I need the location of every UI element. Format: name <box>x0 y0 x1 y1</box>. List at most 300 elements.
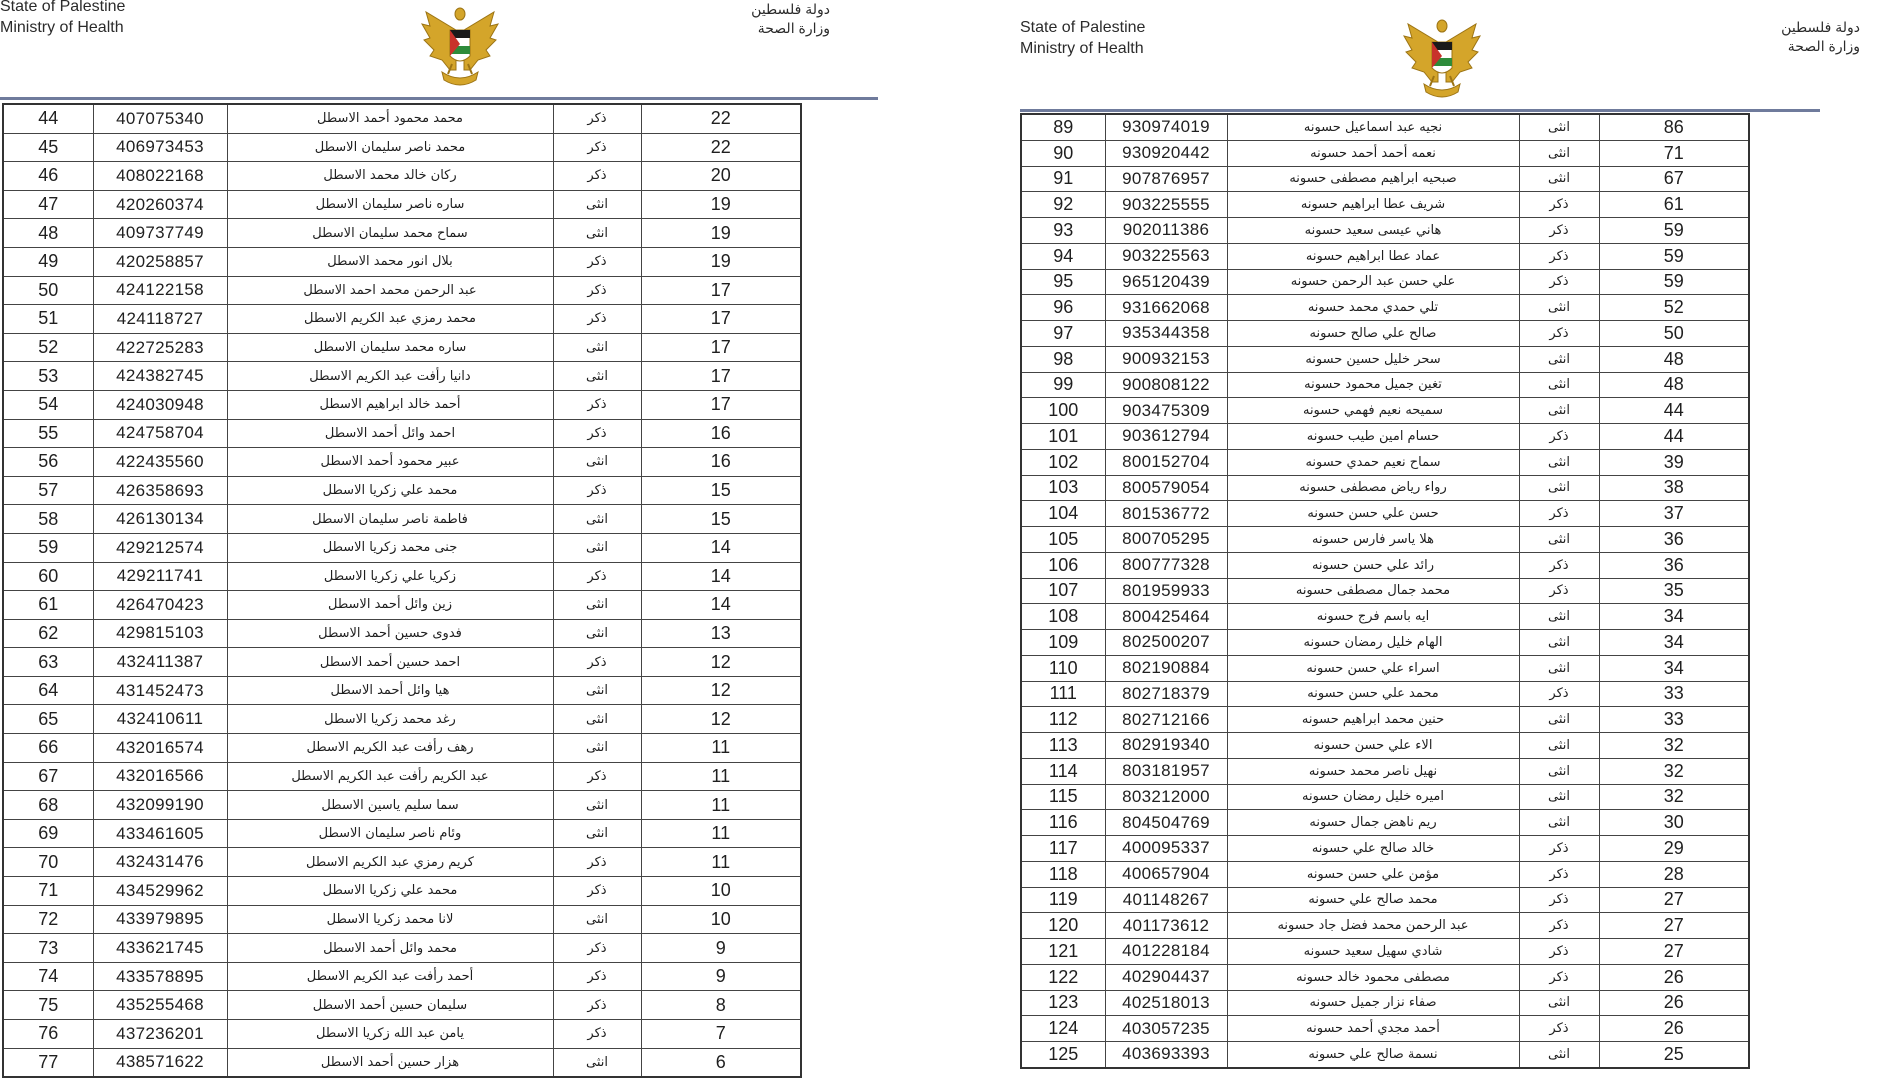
letterhead-arabic <box>1762 18 1860 56</box>
table-row <box>3 877 801 906</box>
full-name-cell: حسن علي حسن حسونه <box>1227 501 1519 527</box>
id-number-cell: 401148267 <box>1105 887 1227 913</box>
age-cell: 26 <box>1599 964 1749 990</box>
id-number-cell: 429815103 <box>93 619 227 648</box>
full-name-cell: محمد صالح علي حسونه <box>1227 887 1519 913</box>
gender-cell: انثى <box>1519 630 1599 656</box>
full-name-cell: عبد الكريم رأفت عبد الكريم الاسطل <box>227 762 553 791</box>
age-cell: 11 <box>641 791 801 820</box>
gender-cell: انثى <box>553 705 641 734</box>
gender-cell: ذكر <box>553 991 641 1020</box>
row-number-cell: 75 <box>3 991 93 1020</box>
id-number-cell: 432016574 <box>93 734 227 763</box>
table-row <box>3 676 801 705</box>
id-number-cell: 902011386 <box>1105 218 1227 244</box>
row-number-cell: 73 <box>3 934 93 963</box>
row-number-cell: 101 <box>1021 424 1105 450</box>
row-number-cell: 99 <box>1021 372 1105 398</box>
full-name-cell: الاء علي حسن حسونه <box>1227 733 1519 759</box>
table-row <box>1021 784 1749 810</box>
age-cell: 17 <box>641 362 801 391</box>
full-name-cell: رائد علي حسن حسونه <box>1227 552 1519 578</box>
age-cell: 35 <box>1599 578 1749 604</box>
id-number-cell: 403057235 <box>1105 1016 1227 1042</box>
id-number-cell: 424758704 <box>93 419 227 448</box>
age-cell: 44 <box>1599 424 1749 450</box>
age-cell: 86 <box>1599 114 1749 140</box>
full-name-cell: مؤمن علي حسن حسونه <box>1227 861 1519 887</box>
table-row <box>3 305 801 334</box>
age-cell: 20 <box>641 162 801 191</box>
table-row <box>3 1048 801 1077</box>
table-row <box>3 791 801 820</box>
age-cell: 59 <box>1599 243 1749 269</box>
row-number-cell: 77 <box>3 1048 93 1077</box>
row-number-cell: 105 <box>1021 527 1105 553</box>
id-number-cell: 800152704 <box>1105 449 1227 475</box>
table-row <box>1021 527 1749 553</box>
table-row <box>1021 372 1749 398</box>
id-number-cell: 801536772 <box>1105 501 1227 527</box>
age-cell: 59 <box>1599 269 1749 295</box>
age-cell: 48 <box>1599 346 1749 372</box>
gender-cell: ذكر <box>553 305 641 334</box>
full-name-cell: هزار حسين أحمد الاسطل <box>227 1048 553 1077</box>
row-number-cell: 70 <box>3 848 93 877</box>
full-name-cell: الهام خليل رمضان حسونه <box>1227 630 1519 656</box>
table-row <box>1021 758 1749 784</box>
id-number-cell: 422725283 <box>93 333 227 362</box>
age-cell: 34 <box>1599 630 1749 656</box>
age-cell: 32 <box>1599 784 1749 810</box>
full-name-cell: حسام امين طيب حسونه <box>1227 424 1519 450</box>
state-name-en: State of Palestine <box>1020 19 1146 36</box>
gender-cell: ذكر <box>553 877 641 906</box>
table-row <box>1021 887 1749 913</box>
gender-cell: ذكر <box>1519 501 1599 527</box>
age-cell: 10 <box>641 877 801 906</box>
row-number-cell: 96 <box>1021 295 1105 321</box>
left-document-page <box>0 0 880 1072</box>
full-name-cell: محمد محمود أحمد الاسطل <box>227 104 553 133</box>
table-row <box>3 1020 801 1049</box>
row-number-cell: 74 <box>3 962 93 991</box>
table-row <box>3 219 801 248</box>
age-cell: 11 <box>641 734 801 763</box>
age-cell: 17 <box>641 305 801 334</box>
gender-cell: ذكر <box>553 476 641 505</box>
table-row <box>1021 192 1749 218</box>
row-number-cell: 104 <box>1021 501 1105 527</box>
table-row <box>3 190 801 219</box>
row-number-cell: 117 <box>1021 836 1105 862</box>
gender-cell: انثى <box>1519 990 1599 1016</box>
row-number-cell: 57 <box>3 476 93 505</box>
age-cell: 19 <box>641 190 801 219</box>
table-row <box>3 962 801 991</box>
id-number-cell: 804504769 <box>1105 810 1227 836</box>
row-number-cell: 54 <box>3 390 93 419</box>
id-number-cell: 903612794 <box>1105 424 1227 450</box>
id-number-cell: 930920442 <box>1105 140 1227 166</box>
gender-cell: انثى <box>553 333 641 362</box>
gender-cell: انثى <box>553 619 641 648</box>
id-number-cell: 424382745 <box>93 362 227 391</box>
row-number-cell: 76 <box>3 1020 93 1049</box>
id-number-cell: 407075340 <box>93 104 227 133</box>
full-name-cell: ساره محمد سليمان الاسطل <box>227 333 553 362</box>
gender-cell: انثى <box>1519 810 1599 836</box>
id-number-cell: 803212000 <box>1105 784 1227 810</box>
gender-cell: انثى <box>553 1048 641 1077</box>
table-row <box>3 734 801 763</box>
full-name-cell: رغد محمد زكريا الاسطل <box>227 705 553 734</box>
row-number-cell: 69 <box>3 819 93 848</box>
row-number-cell: 108 <box>1021 604 1105 630</box>
gender-cell: ذكر <box>553 390 641 419</box>
table-row <box>3 133 801 162</box>
gender-cell: انثى <box>1519 295 1599 321</box>
row-number-cell: 106 <box>1021 552 1105 578</box>
age-cell: 29 <box>1599 836 1749 862</box>
id-number-cell: 800579054 <box>1105 475 1227 501</box>
gender-cell: انثى <box>1519 166 1599 192</box>
id-number-cell: 422435560 <box>93 448 227 477</box>
age-cell: 15 <box>641 505 801 534</box>
id-number-cell: 424030948 <box>93 390 227 419</box>
row-number-cell: 118 <box>1021 861 1105 887</box>
table-row <box>3 848 801 877</box>
row-number-cell: 51 <box>3 305 93 334</box>
id-number-cell: 402904437 <box>1105 964 1227 990</box>
id-number-cell: 802712166 <box>1105 707 1227 733</box>
table-row <box>3 819 801 848</box>
ministry-name-ar: وزارة الصحة <box>757 20 830 36</box>
table-row <box>1021 733 1749 759</box>
gender-cell: انثى <box>1519 140 1599 166</box>
age-cell: 15 <box>641 476 801 505</box>
right-roster-table <box>1020 113 1750 1069</box>
gender-cell: ذكر <box>1519 578 1599 604</box>
table-row <box>1021 166 1749 192</box>
age-cell: 14 <box>641 591 801 620</box>
gender-cell: ذكر <box>1519 192 1599 218</box>
row-number-cell: 113 <box>1021 733 1105 759</box>
id-number-cell: 432099190 <box>93 791 227 820</box>
table-row <box>1021 630 1749 656</box>
gender-cell: انثى <box>1519 1042 1599 1068</box>
row-number-cell: 55 <box>3 419 93 448</box>
table-row <box>1021 475 1749 501</box>
row-number-cell: 52 <box>3 333 93 362</box>
id-number-cell: 435255468 <box>93 991 227 1020</box>
full-name-cell: شادي سهيل سعيد حسونه <box>1227 939 1519 965</box>
gender-cell: انثى <box>553 219 641 248</box>
table-row <box>3 419 801 448</box>
gender-cell: انثى <box>1519 527 1599 553</box>
id-number-cell: 931662068 <box>1105 295 1227 321</box>
table-row <box>1021 810 1749 836</box>
age-cell: 22 <box>641 104 801 133</box>
row-number-cell: 100 <box>1021 398 1105 424</box>
row-number-cell: 95 <box>1021 269 1105 295</box>
full-name-cell: عبد الرحمن محمد احمد الاسطل <box>227 276 553 305</box>
gender-cell: انثى <box>1519 372 1599 398</box>
full-name-cell: محمد علي زكريا الاسطل <box>227 476 553 505</box>
gender-cell: انثى <box>1519 346 1599 372</box>
table-row <box>1021 140 1749 166</box>
table-row <box>1021 913 1749 939</box>
full-name-cell: هاني عيسى سعيد حسونه <box>1227 218 1519 244</box>
gender-cell: ذكر <box>1519 321 1599 347</box>
id-number-cell: 420258857 <box>93 247 227 276</box>
gender-cell: ذكر <box>1519 681 1599 707</box>
gender-cell: ذكر <box>1519 424 1599 450</box>
table-row <box>3 619 801 648</box>
full-name-cell: دانيا رأفت عبد الكريم الاسطل <box>227 362 553 391</box>
age-cell: 32 <box>1599 733 1749 759</box>
table-row <box>3 648 801 677</box>
row-number-cell: 64 <box>3 676 93 705</box>
gender-cell: ذكر <box>553 1020 641 1049</box>
gender-cell: ذكر <box>553 162 641 191</box>
gender-cell: انثى <box>553 819 641 848</box>
age-cell: 11 <box>641 848 801 877</box>
table-row <box>1021 398 1749 424</box>
table-row <box>3 762 801 791</box>
id-number-cell: 801959933 <box>1105 578 1227 604</box>
full-name-cell: يامن عبد الله زكريا الاسطل <box>227 1020 553 1049</box>
full-name-cell: نجيه عبد اسماعيل حسونه <box>1227 114 1519 140</box>
row-number-cell: 93 <box>1021 218 1105 244</box>
age-cell: 27 <box>1599 887 1749 913</box>
table-row <box>1021 681 1749 707</box>
id-number-cell: 424118727 <box>93 305 227 334</box>
id-number-cell: 802919340 <box>1105 733 1227 759</box>
row-number-cell: 91 <box>1021 166 1105 192</box>
gender-cell: ذكر <box>1519 887 1599 913</box>
table-row <box>1021 449 1749 475</box>
palestine-eagle-emblem-icon <box>1402 12 1482 104</box>
row-number-cell: 123 <box>1021 990 1105 1016</box>
id-number-cell: 900808122 <box>1105 372 1227 398</box>
gender-cell: انثى <box>553 505 641 534</box>
row-number-cell: 124 <box>1021 1016 1105 1042</box>
gender-cell: انثى <box>553 676 641 705</box>
id-number-cell: 432411387 <box>93 648 227 677</box>
row-number-cell: 90 <box>1021 140 1105 166</box>
age-cell: 37 <box>1599 501 1749 527</box>
gender-cell: انثى <box>1519 398 1599 424</box>
table-row <box>3 562 801 591</box>
table-row <box>1021 114 1749 140</box>
row-number-cell: 60 <box>3 562 93 591</box>
full-name-cell: عبير محمود أحمد الاسطل <box>227 448 553 477</box>
age-cell: 10 <box>641 905 801 934</box>
id-number-cell: 800425464 <box>1105 604 1227 630</box>
table-row <box>3 390 801 419</box>
row-number-cell: 67 <box>3 762 93 791</box>
table-row <box>3 591 801 620</box>
age-cell: 26 <box>1599 990 1749 1016</box>
gender-cell: انثى <box>553 905 641 934</box>
full-name-cell: عماد عطا ابراهيم حسونه <box>1227 243 1519 269</box>
row-number-cell: 56 <box>3 448 93 477</box>
table-row <box>1021 939 1749 965</box>
id-number-cell: 432016566 <box>93 762 227 791</box>
full-name-cell: جنى محمد زكريا الاسطل <box>227 533 553 562</box>
age-cell: 22 <box>641 133 801 162</box>
id-number-cell: 434529962 <box>93 877 227 906</box>
age-cell: 28 <box>1599 861 1749 887</box>
row-number-cell: 110 <box>1021 655 1105 681</box>
table-row <box>3 991 801 1020</box>
id-number-cell: 437236201 <box>93 1020 227 1049</box>
table-row <box>1021 861 1749 887</box>
age-cell: 36 <box>1599 552 1749 578</box>
id-number-cell: 424122158 <box>93 276 227 305</box>
table-row <box>3 448 801 477</box>
table-row <box>1021 707 1749 733</box>
full-name-cell: عبد الرحمن محمد فضل جاد حسونه <box>1227 913 1519 939</box>
table-row <box>3 104 801 133</box>
gender-cell: انثى <box>1519 784 1599 810</box>
full-name-cell: احمد حسين أحمد الاسطل <box>227 648 553 677</box>
id-number-cell: 907876957 <box>1105 166 1227 192</box>
age-cell: 34 <box>1599 604 1749 630</box>
row-number-cell: 44 <box>3 104 93 133</box>
full-name-cell: زين وائل أحمد الاسطل <box>227 591 553 620</box>
full-name-cell: رواء رياض مصطفى حسونه <box>1227 475 1519 501</box>
ministry-name-en: Ministry of Health <box>0 19 124 36</box>
full-name-cell: زكريا علي زكريا الاسطل <box>227 562 553 591</box>
age-cell: 61 <box>1599 192 1749 218</box>
id-number-cell: 426470423 <box>93 591 227 620</box>
full-name-cell: محمد رمزي عبد الكريم الاسطل <box>227 305 553 334</box>
full-name-cell: أحمد خالد ابراهيم الاسطل <box>227 390 553 419</box>
age-cell: 7 <box>641 1020 801 1049</box>
row-number-cell: 59 <box>3 533 93 562</box>
gender-cell: ذكر <box>1519 939 1599 965</box>
id-number-cell: 433979895 <box>93 905 227 934</box>
right-document-page <box>1020 0 1900 1069</box>
row-number-cell: 111 <box>1021 681 1105 707</box>
row-number-cell: 47 <box>3 190 93 219</box>
row-number-cell: 115 <box>1021 784 1105 810</box>
age-cell: 32 <box>1599 758 1749 784</box>
gender-cell: ذكر <box>1519 913 1599 939</box>
row-number-cell: 65 <box>3 705 93 734</box>
full-name-cell: تغين جميل محمود حسونه <box>1227 372 1519 398</box>
full-name-cell: بلال انور محمد الاسطل <box>227 247 553 276</box>
age-cell: 12 <box>641 676 801 705</box>
age-cell: 8 <box>641 991 801 1020</box>
row-number-cell: 62 <box>3 619 93 648</box>
id-number-cell: 432431476 <box>93 848 227 877</box>
age-cell: 48 <box>1599 372 1749 398</box>
full-name-cell: سماح نعيم حمدي حسونه <box>1227 449 1519 475</box>
gender-cell: ذكر <box>1519 1016 1599 1042</box>
row-number-cell: 114 <box>1021 758 1105 784</box>
id-number-cell: 406973453 <box>93 133 227 162</box>
table-row <box>1021 346 1749 372</box>
gender-cell: ذكر <box>553 648 641 677</box>
full-name-cell: فدوى حسين أحمد الاسطل <box>227 619 553 648</box>
gender-cell: ذكر <box>553 419 641 448</box>
gender-cell: انثى <box>1519 604 1599 630</box>
age-cell: 52 <box>1599 295 1749 321</box>
id-number-cell: 438571622 <box>93 1048 227 1077</box>
table-row <box>3 276 801 305</box>
age-cell: 26 <box>1599 1016 1749 1042</box>
gender-cell: ذكر <box>553 848 641 877</box>
table-row <box>1021 655 1749 681</box>
ministry-name-en: Ministry of Health <box>1020 40 1144 57</box>
table-row <box>1021 552 1749 578</box>
age-cell: 16 <box>641 448 801 477</box>
table-row <box>3 247 801 276</box>
gender-cell: انثى <box>1519 475 1599 501</box>
gender-cell: ذكر <box>553 962 641 991</box>
full-name-cell: محمد علي حسن حسونه <box>1227 681 1519 707</box>
table-row <box>3 362 801 391</box>
id-number-cell: 800777328 <box>1105 552 1227 578</box>
gender-cell: انثى <box>553 591 641 620</box>
full-name-cell: محمد وائل أحمد الاسطل <box>227 934 553 963</box>
id-number-cell: 420260374 <box>93 190 227 219</box>
table-row <box>3 934 801 963</box>
age-cell: 39 <box>1599 449 1749 475</box>
table-row <box>1021 218 1749 244</box>
id-number-cell: 432410611 <box>93 705 227 734</box>
age-cell: 33 <box>1599 707 1749 733</box>
id-number-cell: 802500207 <box>1105 630 1227 656</box>
full-name-cell: سما سليم ياسين الاسطل <box>227 791 553 820</box>
gender-cell: انثى <box>553 362 641 391</box>
age-cell: 17 <box>641 276 801 305</box>
full-name-cell: سليمان حسين أحمد الاسطل <box>227 991 553 1020</box>
row-number-cell: 107 <box>1021 578 1105 604</box>
full-name-cell: صالح علي صالح حسونه <box>1227 321 1519 347</box>
full-name-cell: كريم رمزي عبد الكريم الاسطل <box>227 848 553 877</box>
gender-cell: ذكر <box>1519 243 1599 269</box>
state-name-ar: دولة فلسطين <box>751 1 830 17</box>
ministry-name-ar: وزارة الصحة <box>1787 38 1860 54</box>
gender-cell: ذكر <box>1519 836 1599 862</box>
id-number-cell: 433621745 <box>93 934 227 963</box>
full-name-cell: احمد وائل أحمد الاسطل <box>227 419 553 448</box>
gender-cell: انثى <box>1519 655 1599 681</box>
table-row <box>1021 604 1749 630</box>
row-number-cell: 112 <box>1021 707 1105 733</box>
age-cell: 19 <box>641 219 801 248</box>
row-number-cell: 92 <box>1021 192 1105 218</box>
table-row <box>1021 578 1749 604</box>
letterhead-english <box>0 0 125 38</box>
table-row <box>1021 1016 1749 1042</box>
full-name-cell: تلي حمدي محمد حسونه <box>1227 295 1519 321</box>
full-name-cell: نعمه أحمد أحمد حسونه <box>1227 140 1519 166</box>
age-cell: 16 <box>641 419 801 448</box>
full-name-cell: سماح محمد سليمان الاسطل <box>227 219 553 248</box>
table-row <box>1021 424 1749 450</box>
row-number-cell: 121 <box>1021 939 1105 965</box>
id-number-cell: 426130134 <box>93 505 227 534</box>
gender-cell: انثى <box>1519 758 1599 784</box>
full-name-cell: صبحيه ابراهيم مصطفى حسونه <box>1227 166 1519 192</box>
row-number-cell: 53 <box>3 362 93 391</box>
row-number-cell: 72 <box>3 905 93 934</box>
